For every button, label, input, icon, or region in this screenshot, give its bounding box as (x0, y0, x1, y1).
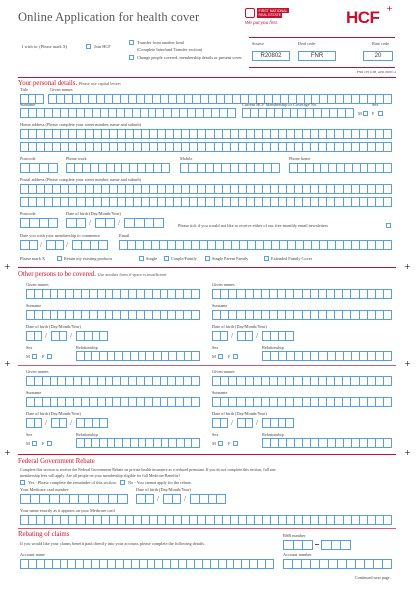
postal-address-boxes-row2[interactable] (20, 197, 392, 207)
account-number-boxes[interactable] (283, 559, 392, 569)
start-year-boxes[interactable] (72, 240, 108, 250)
please-mark-label: Please mark X (20, 256, 46, 261)
person3-surname-label: Surname (26, 390, 42, 395)
membership-number-boxes[interactable] (242, 108, 354, 118)
transfer-note: (Complete Interfund Transfer section) (137, 47, 203, 52)
retain-checkbox[interactable] (57, 256, 62, 261)
rebate-para-line1: Complete this section to receive the Federal Government Rebate on private health insurance as a reduced premium. If you do not complete this section, full rate (20, 467, 276, 472)
join-hcf-checkbox[interactable] (86, 44, 91, 49)
phone-work-boxes[interactable] (66, 163, 170, 173)
postcode2-boxes[interactable] (20, 218, 58, 228)
dob-slash-1: / (89, 219, 91, 227)
person3-relationship-label: Relationship (76, 432, 98, 437)
person4-dob-month[interactable] (237, 418, 253, 428)
person2-f-checkbox[interactable] (233, 354, 238, 359)
mobile-label: Mobile (180, 156, 193, 161)
claims-note: If you would like your claims benefit paid directly into your account, please complete the following details. (20, 541, 205, 546)
person2-dob-month[interactable] (237, 331, 253, 341)
person3-dob-slash-1: / (45, 419, 47, 427)
person2-m-label: M (212, 354, 216, 359)
hcf-logo-plus-icon: + (386, 4, 393, 13)
bsb-boxes-part2[interactable] (321, 540, 351, 550)
person4-m-label: M (212, 441, 216, 446)
person3-f-checkbox[interactable] (47, 441, 52, 446)
person4-surname-label: Surname (212, 390, 228, 395)
postal-address-boxes-row1[interactable] (20, 184, 392, 194)
dob-year-boxes[interactable] (124, 218, 164, 228)
couple-checkbox[interactable] (164, 256, 169, 261)
transfer-checkbox[interactable] (129, 40, 134, 45)
postal-address-label: Postal address (Please complete your street number, name and suburb) (20, 177, 142, 182)
person3-dob-month[interactable] (51, 418, 67, 428)
partner-logo (245, 8, 305, 26)
mobile-boxes[interactable] (180, 163, 280, 173)
person4-given-names-boxes[interactable] (212, 376, 392, 386)
person4-relationship-label: Relationship (262, 432, 284, 437)
partner-name-line2: REAL ESTATE (258, 13, 281, 18)
bsb-label: BSB number (283, 533, 306, 538)
no-email-checkbox[interactable] (386, 223, 391, 228)
person2-m-checkbox[interactable] (218, 354, 223, 359)
person3-surname-boxes[interactable] (26, 397, 200, 407)
person3-sex-label: Sex (26, 432, 33, 437)
deal-code-label: Deal code (298, 41, 316, 46)
email-label: Email (119, 233, 130, 238)
person2-dob-year[interactable] (262, 331, 294, 341)
form-title: Online Application for health cover (18, 10, 200, 24)
phone-home-label: Phone home (289, 156, 311, 161)
crop-mark-plus-icon: + (404, 359, 411, 368)
sex-m-label: M (358, 111, 362, 116)
others-heading (18, 272, 167, 279)
dob-day-boxes[interactable] (66, 218, 86, 228)
section-rule-others (18, 267, 396, 268)
postcode2-label: Postcode (20, 211, 36, 216)
person3-dob-slash-2: / (70, 419, 72, 427)
person1-sex-label: Sex (26, 345, 33, 350)
person4-dob-slash-1: / (231, 419, 233, 427)
account-name-boxes[interactable] (20, 559, 274, 569)
divider-persons (18, 365, 396, 366)
person2-surname-boxes[interactable] (212, 310, 392, 320)
source-value: R20802 (252, 51, 290, 61)
person2-relationship-label: Relationship (262, 345, 284, 350)
start-month-boxes[interactable] (46, 240, 64, 250)
person4-dob-slash-2: / (256, 419, 258, 427)
person1-f-label: F (42, 354, 45, 359)
bsb-dash (315, 544, 319, 545)
home-address-label: Home address (Please complete your street number, name and suburb) (20, 122, 142, 127)
person4-m-checkbox[interactable] (218, 441, 223, 446)
crop-mark-plus-icon: + (4, 262, 11, 271)
medicare-number-label: Your Medicare card number (20, 487, 69, 492)
section-rule-personal (18, 77, 396, 78)
transfer-label: Transfer from another fund (137, 40, 184, 45)
bsb-boxes-part1[interactable] (283, 540, 313, 550)
no-email-note: Please tick if you would not like to receive either of our free monthly email newsletters (178, 223, 328, 228)
others-heading-note: Use another form if space is insufficient (97, 272, 167, 277)
extended-label: Extended Family Cover (271, 256, 313, 261)
rebate-dob-year[interactable] (190, 494, 226, 504)
dob-month-boxes[interactable] (95, 218, 115, 228)
title-label: Title (20, 87, 28, 92)
person3-given-names-label: Given names (26, 369, 49, 374)
person3-relationship-boxes[interactable] (76, 438, 200, 448)
home-address-boxes-row2[interactable] (20, 142, 392, 152)
person1-given-names-label: Given names (26, 282, 49, 287)
home-address-boxes-row1[interactable] (20, 129, 392, 139)
person4-given-names-label: Given names (212, 369, 235, 374)
person1-f-checkbox[interactable] (47, 354, 52, 359)
change-checkbox[interactable] (129, 55, 134, 60)
change-label: Change people covered, membership details or present cover. (137, 55, 243, 60)
start-slash-2: / (66, 241, 68, 249)
rebate-dob-slash-2: / (184, 495, 186, 503)
dob-label: Date of birth (Day/Month/Year) (66, 211, 121, 216)
rebate-dob-slash-1: / (157, 495, 159, 503)
postcode-label: Postcode (20, 156, 36, 161)
rate-code-label: Rate code (372, 41, 390, 46)
person3-dob-day[interactable] (26, 418, 42, 428)
crop-mark-plus-icon: + (404, 448, 411, 457)
crop-mark-plus-icon: + (4, 448, 11, 457)
person2-dob-label: Date of birth (Day/Month/Year) (212, 324, 267, 329)
person2-f-label: F (228, 354, 231, 359)
section-rule-rebate (18, 454, 396, 455)
person2-relationship-boxes[interactable] (262, 351, 392, 361)
medicare-name-boxes[interactable] (20, 515, 392, 525)
divider-claims (18, 528, 396, 529)
person3-given-names-boxes[interactable] (26, 376, 200, 386)
rebate-yes-label: Yes - Please complete the remainder of this section. (28, 480, 117, 485)
single-parent-checkbox[interactable] (205, 256, 210, 261)
person1-dob-day[interactable] (26, 331, 42, 341)
surname-boxes[interactable] (20, 108, 236, 118)
rebate-no-checkbox[interactable] (120, 480, 125, 485)
sex-f-label: F (372, 111, 375, 116)
medicare-number-boxes[interactable] (20, 494, 128, 504)
person3-m-checkbox[interactable] (32, 441, 37, 446)
deal-code-value: FNR (298, 51, 336, 61)
sex-f-checkbox[interactable] (378, 111, 383, 116)
partner-name-line1: FIRST NATIONAL (258, 8, 288, 13)
person2-dob-day[interactable] (212, 331, 228, 341)
person4-f-label: F (228, 441, 231, 446)
postcode-boxes[interactable] (20, 163, 58, 173)
person2-dob-slash-2: / (256, 332, 258, 340)
couple-label: Couple/Family (171, 256, 197, 261)
person2-given-names-label: Given names (212, 282, 235, 287)
dob-slash-2: / (118, 219, 120, 227)
person1-relationship-label: Relationship (76, 345, 98, 350)
form-reference: FNR CH 1108_APR 2008 v.1 (357, 70, 397, 74)
membership-start-label: Date you wish your membership to commence (20, 233, 101, 238)
rebate-dob-label: Date of birth (Day/Month/Year) (136, 487, 191, 492)
medicare-name-label: Your name exactly as it appears on your Medicare card (20, 508, 115, 513)
person2-given-names-boxes[interactable] (212, 289, 392, 299)
person3-f-label: F (42, 441, 45, 446)
others-heading-text: Other persons to be covered. (18, 271, 96, 278)
person1-dob-slash-2: / (70, 332, 72, 340)
sex-label: Sex (372, 102, 379, 107)
email-boxes[interactable] (119, 240, 392, 250)
person4-f-checkbox[interactable] (233, 441, 238, 446)
partner-tagline: We put you first. (245, 20, 279, 25)
person4-dob-year[interactable] (262, 418, 294, 428)
given-names-boxes[interactable] (48, 94, 392, 104)
single-checkbox[interactable] (139, 256, 144, 261)
rate-code-value: 20 (363, 51, 393, 61)
person4-surname-boxes[interactable] (212, 397, 392, 407)
partner-logo-mark (245, 8, 255, 18)
person1-surname-label: Surname (26, 303, 42, 308)
surname-label: Surname (20, 102, 36, 107)
person4-dob-day[interactable] (212, 418, 228, 428)
person1-given-names-boxes[interactable] (26, 289, 200, 299)
person1-dob-slash-1: / (45, 332, 47, 340)
person2-surname-label: Surname (212, 303, 228, 308)
person1-relationship-boxes[interactable] (76, 351, 200, 361)
crop-mark-plus-icon: + (404, 262, 411, 271)
single-label: Single (146, 256, 157, 261)
person2-dob-slash-1: / (231, 332, 233, 340)
person1-m-label: M (26, 354, 30, 359)
start-slash-1: / (40, 241, 42, 249)
person3-m-label: M (26, 441, 30, 446)
person3-dob-year[interactable] (76, 418, 108, 428)
given-names-label: Given names (50, 87, 73, 92)
start-day-boxes[interactable] (20, 240, 38, 250)
rebate-dob-day[interactable] (136, 494, 154, 504)
account-number-label: Account number (283, 552, 312, 557)
claims-heading: Rebating of claims (18, 531, 70, 538)
hcf-logo: HCF (346, 8, 380, 27)
account-name-label: Account name (20, 552, 45, 557)
retain-label: Retain my existing products (64, 256, 113, 261)
crop-mark-plus-icon: + (4, 359, 11, 368)
rebate-no-label: No - You cannot apply for the rebate. (128, 480, 192, 485)
personal-heading-text: Your personal details. (18, 80, 78, 87)
person3-dob-label: Date of birth (Day/Month/Year) (26, 411, 81, 416)
continued-next-page: Continued next page (355, 575, 390, 580)
person1-dob-year[interactable] (76, 331, 108, 341)
current-membership-label: Current HCF Membership or Coverage No. (242, 102, 317, 107)
join-hcf-label: Join HCF (94, 44, 111, 49)
rebate-heading: Federal Government Rebate (18, 458, 95, 465)
person1-dob-label: Date of birth (Day/Month/Year) (26, 324, 81, 329)
source-label: Source (252, 41, 264, 46)
person4-sex-label: Sex (212, 432, 219, 437)
wish-to-label: I wish to: (Please mark X) (22, 44, 68, 49)
person4-dob-label: Date of birth (Day/Month/Year) (212, 411, 267, 416)
personal-heading-note: Please use capital letters (78, 81, 121, 86)
rebate-yes-checkbox[interactable] (20, 480, 25, 485)
person2-sex-label: Sex (212, 345, 219, 350)
phone-home-boxes[interactable] (289, 163, 392, 173)
phone-work-label: Phone work (66, 156, 87, 161)
rebate-dob-month[interactable] (163, 494, 181, 504)
person1-dob-month[interactable] (51, 331, 67, 341)
person1-surname-boxes[interactable] (26, 310, 200, 320)
extended-checkbox[interactable] (264, 256, 269, 261)
sex-m-checkbox[interactable] (363, 111, 368, 116)
person4-relationship-boxes[interactable] (262, 438, 392, 448)
rebate-para-line2: membership fees will apply. Are all people on your membership eligible for full Medicare Benefits? (20, 473, 181, 478)
single-parent-label: Single Parent Family (212, 256, 249, 261)
person1-m-checkbox[interactable] (32, 354, 37, 359)
